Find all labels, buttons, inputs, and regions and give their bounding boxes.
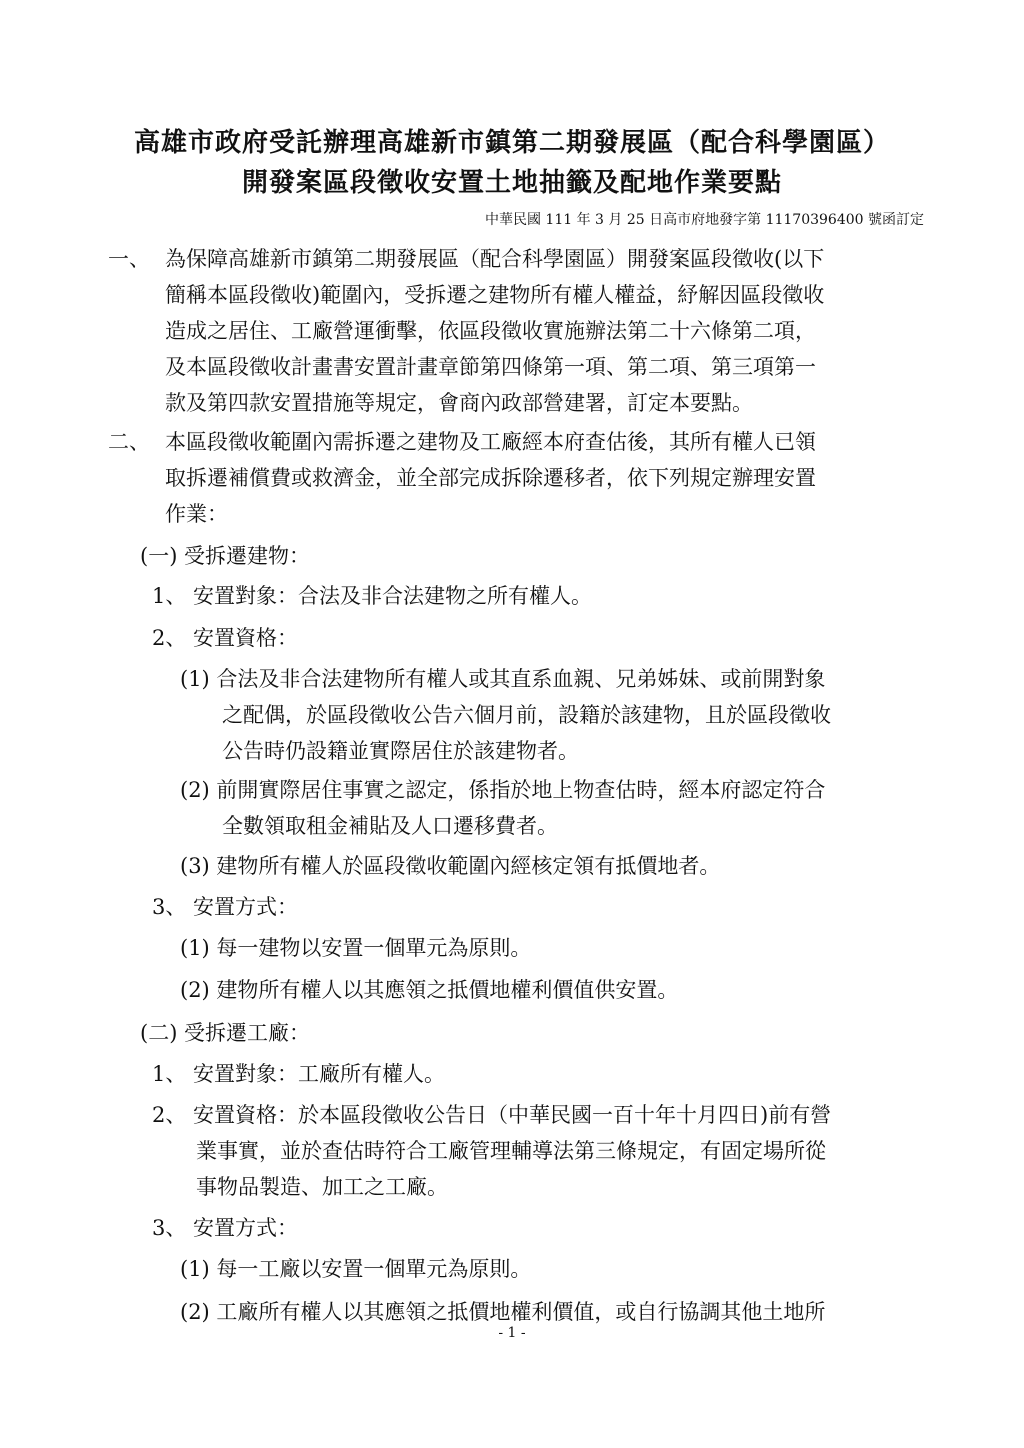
article1-line: 為保障高雄新市鎮第二期發展區（配合科學園區）開發案區段徵收(以下 — [165, 247, 825, 271]
article1-line: 簡稱本區段徵收)範圍內，受拆遷之建物所有權人權益，紓解因區段徵收 — [165, 283, 825, 307]
section1-item: 3、 安置方式： — [152, 895, 299, 919]
section2-item-cont: 業事實，並於查估時符合工廠管理輔導法第三條規定，有固定場所從 — [196, 1139, 826, 1163]
section2-subitem: (1) 每一工廠以安置一個單元為原則。 — [180, 1257, 532, 1281]
section2-item: 3、 安置方式： — [152, 1216, 299, 1240]
section1-item: 2、 安置資格： — [152, 626, 299, 650]
section1-subitem: (3) 建物所有權人於區段徵收範圍內經核定領有抵價地者。 — [180, 854, 721, 878]
section2-subitem: (2) 工廠所有權人以其應領之抵價地權利價值，或自行協調其他土地所 — [180, 1300, 826, 1324]
section-heading: (一) 受拆遷建物： — [140, 544, 311, 568]
section1-item: 1、 安置對象：合法及非合法建物之所有權人。 — [152, 584, 593, 608]
section1-subitem: (2) 建物所有權人以其應領之抵價地權利價值供安置。 — [180, 978, 679, 1002]
section1-subitem: (2) 前開實際居住事實之認定，係指於地上物查估時，經本府認定符合 — [180, 778, 826, 802]
section2-item: 1、 安置對象：工廠所有權人。 — [152, 1062, 446, 1086]
section1-subitem: (1) 每一建物以安置一個單元為原則。 — [180, 936, 532, 960]
page-number: - 1 - — [498, 1325, 526, 1341]
article-number: 二、 — [108, 430, 150, 454]
article2-line: 本區段徵收範圍內需拆遷之建物及工廠經本府查估後，其所有權人已領 — [165, 430, 816, 454]
enactment-dateline: 中華民國 111 年 3 月 25 日高市府地發字第 11170396400 號函訂定 — [484, 212, 924, 228]
document-title-line1: 高雄市政府受託辦理高雄新市鎮第二期發展區（配合科學園區） — [133, 128, 890, 158]
article1-line: 造成之居住、工廠營運衝擊，依區段徵收實施辦法第二十六條第二項， — [165, 319, 816, 343]
section2-item-cont: 事物品製造、加工之工廠。 — [196, 1175, 448, 1199]
article1-line: 及本區段徵收計畫書安置計畫章節第四條第一項、第二項、第三項第一 — [165, 355, 816, 379]
section1-subitem-cont: 公告時仍設籍並實際居住於該建物者。 — [222, 739, 579, 763]
article2-line: 取拆遷補償費或救濟金，並全部完成拆除遷移者，依下列規定辦理安置 — [165, 466, 816, 490]
section1-subitem-cont: 之配偶，於區段徵收公告六個月前，設籍於該建物，且於區段徵收 — [222, 703, 831, 727]
article1-line: 款及第四款安置措施等規定，會商內政部營建署，訂定本要點。 — [165, 391, 753, 415]
article-number: 一、 — [108, 247, 150, 271]
section1-subitem: (1) 合法及非合法建物所有權人或其直系血親、兄弟姊妹、或前開對象 — [180, 667, 826, 691]
section-heading: (二) 受拆遷工廠： — [140, 1021, 311, 1045]
section2-item: 2、 安置資格：於本區段徵收公告日（中華民國一百十年十月四日)前有營 — [152, 1103, 832, 1127]
document-title-line2: 開發案區段徵收安置土地抽籤及配地作業要點 — [241, 168, 782, 198]
article2-line: 作業： — [165, 502, 228, 526]
section1-subitem-cont: 全數領取租金補貼及人口遷移費者。 — [222, 814, 558, 838]
